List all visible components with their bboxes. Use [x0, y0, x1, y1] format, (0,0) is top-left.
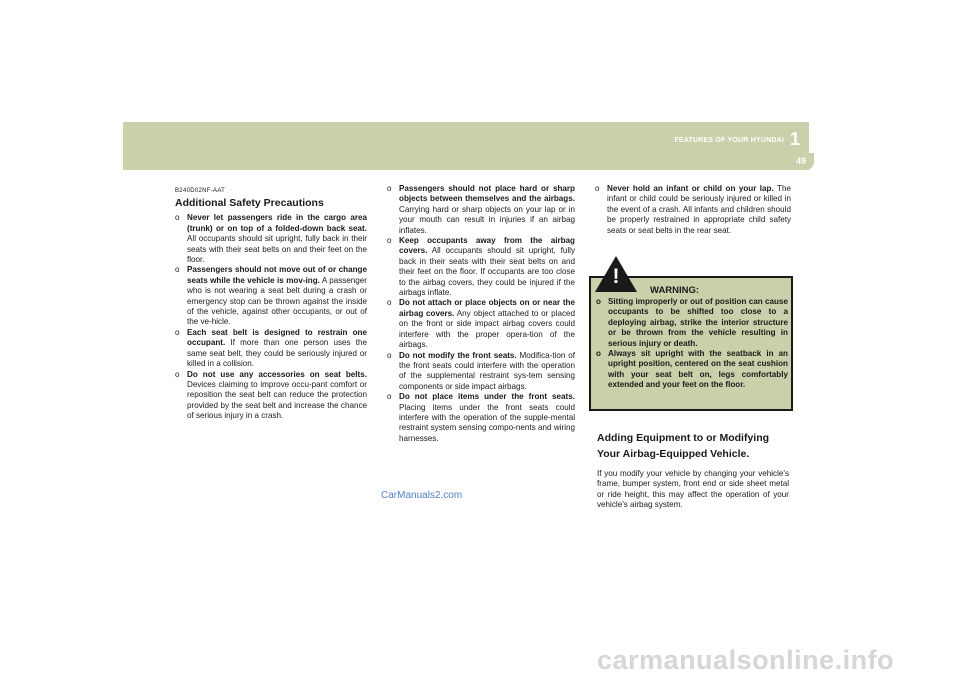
- list-item: [595, 184, 791, 236]
- warning-item-text: Always sit upright with the seatback in an upright position, centered on the seat cushion with your seat belt on, legs comfortably extended and your feet on the floor.: [608, 349, 788, 390]
- item-bold: Passengers should not move out of or change seats while the vehicle is mov-ing.: [187, 265, 367, 285]
- bullet-mark: o: [596, 297, 601, 306]
- bullet-mark: o: [387, 350, 392, 360]
- item-text: All occupants should sit upright, fully back in their seats with their seat belts on and their feet on the floor.: [187, 234, 367, 265]
- item-bold: Do not place items under the front seats.: [399, 392, 575, 402]
- list-item: [175, 328, 367, 370]
- list-item: [387, 298, 575, 350]
- item-bold: Each seat belt is designed to restrain one occupant.: [187, 327, 367, 348]
- item-bold: Never let passengers ride in the cargo area (trunk) or on top of a folded-down back seat.: [187, 213, 367, 233]
- warning-item-text: Sitting improperly or out of position can cause occupants to be shifted too close to a deploying airbag, strike the interior structure or be thrown from the vehicle resulting in serious injury or death.: [608, 297, 788, 348]
- warning-item: [596, 349, 788, 391]
- column-1: [175, 186, 367, 422]
- bullet-mark: o: [175, 369, 180, 379]
- list-item: [387, 351, 575, 393]
- item-text: All occupants should sit upright, fully back in their seats with their seat belts on and their feet on the floor. If occupants are too close to the airbag covers, they could be injured if the airbags inflate.: [399, 246, 575, 298]
- item-bold: Keep occupants away from the airbag covers.: [399, 236, 575, 256]
- list-item: [387, 236, 575, 298]
- equipment-section: [597, 430, 789, 511]
- list-item: [387, 184, 575, 236]
- section-heading: Additional Safety Precautions: [175, 197, 324, 210]
- site-watermark-link[interactable]: CarManuals2.com: [381, 490, 463, 501]
- item-text: Modifica-tion of the front seats could interfere with the operation of the supplemental restraint sys-tem sensing components or side impact airbags.: [399, 350, 575, 391]
- bullet-mark: o: [596, 349, 601, 359]
- exclamation-icon: !: [612, 265, 620, 288]
- warning-item: [596, 297, 788, 349]
- section-heading: Adding Equipment to or Modifying Your Airbag-Equipped Vehicle.: [597, 432, 770, 460]
- column-3: [595, 184, 791, 236]
- warning-body: [596, 297, 788, 391]
- item-text: If more than one person uses the same seat belt, they could be seriously injured or killed in a collision.: [187, 338, 367, 369]
- bullet-mark: o: [175, 327, 180, 337]
- item-bold: Do not attach or place objects on or near the airbag covers.: [399, 298, 575, 318]
- section-body: If you modify your vehicle by changing your vehicle's frame, bumper system, front end or side sheet metal or ride height, this may affect the operation of your vehicle's airbag system.: [597, 469, 789, 510]
- item-text: Carrying hard or sharp objects on your lap or in your mouth can result in injuries if an airbag inflates.: [399, 204, 575, 235]
- bullet-mark: o: [175, 213, 180, 223]
- list-item: [175, 213, 367, 265]
- list-item: [175, 370, 367, 422]
- bullet-mark: o: [387, 392, 392, 402]
- list-item: [175, 265, 367, 327]
- item-text: Placing items under the front seats could interfere with the operation of the supple-mental restraint system sensing compo-nents and wiring harnesses.: [399, 402, 575, 443]
- section-code: B240D02NF-AAT: [175, 188, 226, 194]
- bullet-mark: o: [175, 265, 180, 275]
- chapter-title: FEATURES OF YOUR HYUNDAI: [674, 137, 784, 144]
- bullet-mark: o: [387, 236, 392, 246]
- item-bold: Do not use any accessories on seat belts.: [187, 369, 367, 379]
- list-item: [387, 392, 575, 444]
- page-number: 49: [795, 156, 806, 166]
- item-bold: Never hold an infant or child on your lap.: [607, 184, 774, 193]
- footer-watermark: carmanualsonline.info: [597, 645, 895, 675]
- item-bold: Passengers should not place hard or sharp objects between themselves and the airbags.: [399, 184, 575, 204]
- item-bold: Do not modify the front seats.: [399, 350, 517, 360]
- item-text: A passenger who is not wearing a seat belt during a crash or emergency stop can be thrown against the inside of the vehicle, against other occupants, or out of the ve-hicle.: [187, 275, 367, 327]
- bullet-mark: o: [387, 298, 392, 308]
- item-text: Devices claiming to improve occu-pant comfort or reposition the seat belt can reduce the protection provided by the seat belt and increase the chance of serious injury in a crash.: [187, 379, 367, 421]
- item-text: The infant or child could be seriously injured or killed in the event of a crash. All infants and children should be properly restrained in appropriate child safety seats or seat belts in the rear seat.: [607, 184, 791, 235]
- bullet-mark: o: [387, 184, 392, 193]
- chapter-number: 1: [789, 129, 800, 149]
- chapter-header: [674, 129, 800, 163]
- item-text: Any object attached to or placed on the front or side impact airbag covers could interfere with the proper opera-tion of the airbags.: [399, 308, 575, 350]
- column-2: [387, 184, 575, 444]
- warning-title: WARNING:: [650, 285, 700, 296]
- bullet-mark: o: [595, 184, 600, 193]
